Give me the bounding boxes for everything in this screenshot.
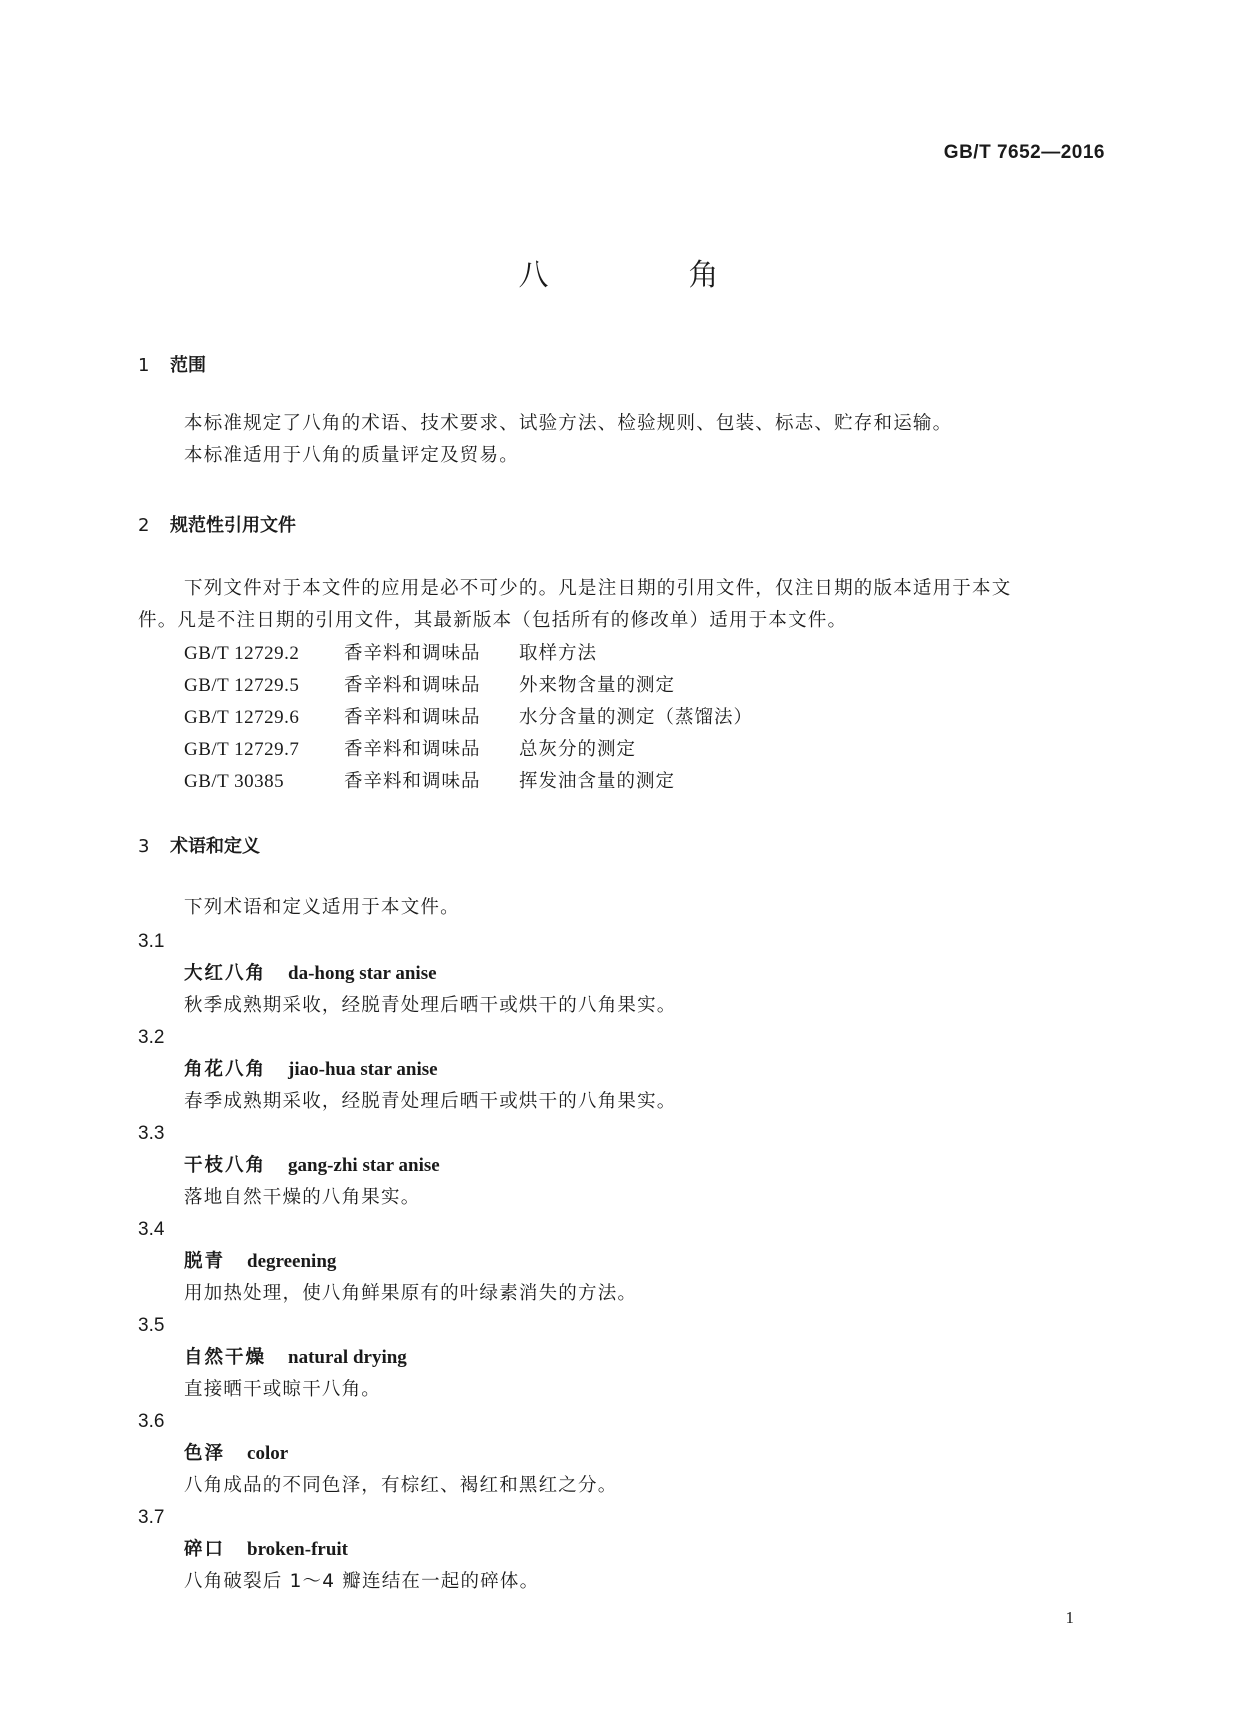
paragraph-line: 下列文件对于本文件的应用是必不可少的。凡是注日期的引用文件，仅注日期的版本适用于本文 bbox=[184, 578, 1012, 599]
term-english: da-hong star anise bbox=[288, 963, 437, 984]
section-title: 范围 bbox=[170, 355, 206, 376]
term-definition: 落地自然干燥的八角果实。 bbox=[184, 1187, 421, 1208]
term-number: 3.5 bbox=[138, 1315, 165, 1336]
paragraph-line: 本标准适用于八角的质量评定及贸易。 bbox=[184, 445, 519, 466]
term-definition: 用加热处理，使八角鲜果原有的叶绿素消失的方法。 bbox=[184, 1283, 638, 1304]
section-1-body bbox=[138, 408, 1100, 472]
section-number: 3 bbox=[138, 836, 150, 857]
term-chinese: 自然干燥 bbox=[184, 1347, 267, 1368]
section-3-heading bbox=[138, 832, 260, 858]
reference-title: 外来物含量的测定 bbox=[519, 675, 676, 696]
term-entry bbox=[138, 1214, 637, 1310]
term-english: jiao-hua star anise bbox=[288, 1059, 438, 1080]
term-entry bbox=[138, 1502, 539, 1598]
term-definition: 秋季成熟期采收，经脱青处理后晒干或烘干的八角果实。 bbox=[184, 995, 677, 1016]
term-definition: 春季成熟期采收，经脱青处理后晒干或烘干的八角果实。 bbox=[184, 1091, 677, 1112]
reference-category: 香辛料和调味品 bbox=[344, 771, 481, 792]
reference-item bbox=[184, 670, 753, 702]
term-number: 3.3 bbox=[138, 1123, 165, 1144]
reference-category: 香辛料和调味品 bbox=[344, 707, 481, 728]
reference-category: 香辛料和调味品 bbox=[344, 739, 481, 760]
section-title: 术语和定义 bbox=[170, 836, 260, 857]
reference-item bbox=[184, 702, 753, 734]
term-number: 3.2 bbox=[138, 1027, 165, 1048]
term-number: 3.6 bbox=[138, 1411, 165, 1432]
term-english: color bbox=[247, 1443, 289, 1464]
term-chinese: 大红八角 bbox=[184, 963, 267, 984]
term-definition: 八角破裂后 1～4 瓣连结在一起的碎体。 bbox=[184, 1571, 540, 1592]
term-definition: 八角成品的不同色泽，有棕红、褐红和黑红之分。 bbox=[184, 1475, 618, 1496]
term-definition: 直接晒干或晾干八角。 bbox=[184, 1379, 382, 1400]
reference-item bbox=[184, 734, 753, 766]
term-number: 3.1 bbox=[138, 931, 165, 952]
reference-code: GB/T 12729.7 bbox=[184, 739, 300, 760]
reference-item bbox=[184, 766, 753, 798]
reference-category: 香辛料和调味品 bbox=[344, 675, 481, 696]
term-number: 3.7 bbox=[138, 1507, 165, 1528]
section-number: 1 bbox=[138, 355, 150, 376]
term-entry bbox=[138, 1406, 617, 1502]
term-chinese: 角花八角 bbox=[184, 1059, 267, 1080]
reference-code: GB/T 12729.5 bbox=[184, 675, 300, 696]
term-chinese: 碎口 bbox=[184, 1539, 226, 1560]
reference-title: 总灰分的测定 bbox=[519, 739, 637, 760]
term-number: 3.4 bbox=[138, 1219, 165, 1240]
normative-references-list bbox=[184, 638, 753, 798]
paragraph-line: 本标准规定了八角的术语、技术要求、试验方法、检验规则、包装、标志、贮存和运输。 bbox=[184, 413, 953, 434]
term-entry bbox=[138, 1022, 677, 1118]
paragraph-line: 件。凡是不注日期的引用文件，其最新版本（包括所有的修改单）适用于本文件。 bbox=[138, 610, 848, 631]
reference-code: GB/T 30385 bbox=[184, 771, 285, 792]
term-chinese: 干枝八角 bbox=[184, 1155, 267, 1176]
page-number: 1 bbox=[1065, 1608, 1074, 1627]
term-entry bbox=[138, 926, 677, 1022]
reference-title: 水分含量的测定（蒸馏法） bbox=[519, 707, 754, 728]
term-entry bbox=[138, 1310, 407, 1406]
section-2-intro bbox=[138, 573, 1100, 637]
section-3-intro bbox=[138, 892, 1100, 924]
term-entry bbox=[138, 1118, 440, 1214]
reference-title: 取样方法 bbox=[519, 643, 598, 664]
reference-code: GB/T 12729.6 bbox=[184, 707, 300, 728]
standard-code: GB/T 7652—2016 bbox=[943, 142, 1105, 163]
paragraph-line: 下列术语和定义适用于本文件。 bbox=[184, 897, 460, 918]
term-english: gang-zhi star anise bbox=[288, 1155, 440, 1176]
reference-item bbox=[184, 638, 753, 670]
document-title: 八角 bbox=[518, 258, 859, 293]
reference-code: GB/T 12729.2 bbox=[184, 643, 300, 664]
term-english: natural drying bbox=[288, 1347, 407, 1368]
reference-title: 挥发油含量的测定 bbox=[519, 771, 676, 792]
reference-category: 香辛料和调味品 bbox=[344, 643, 481, 664]
term-english: degreening bbox=[247, 1251, 337, 1272]
section-2-heading bbox=[138, 511, 296, 537]
term-chinese: 脱青 bbox=[184, 1251, 226, 1272]
term-chinese: 色泽 bbox=[184, 1443, 226, 1464]
section-number: 2 bbox=[138, 515, 150, 536]
term-english: broken-fruit bbox=[247, 1539, 348, 1560]
section-1-heading bbox=[138, 351, 206, 377]
section-title: 规范性引用文件 bbox=[170, 515, 296, 536]
